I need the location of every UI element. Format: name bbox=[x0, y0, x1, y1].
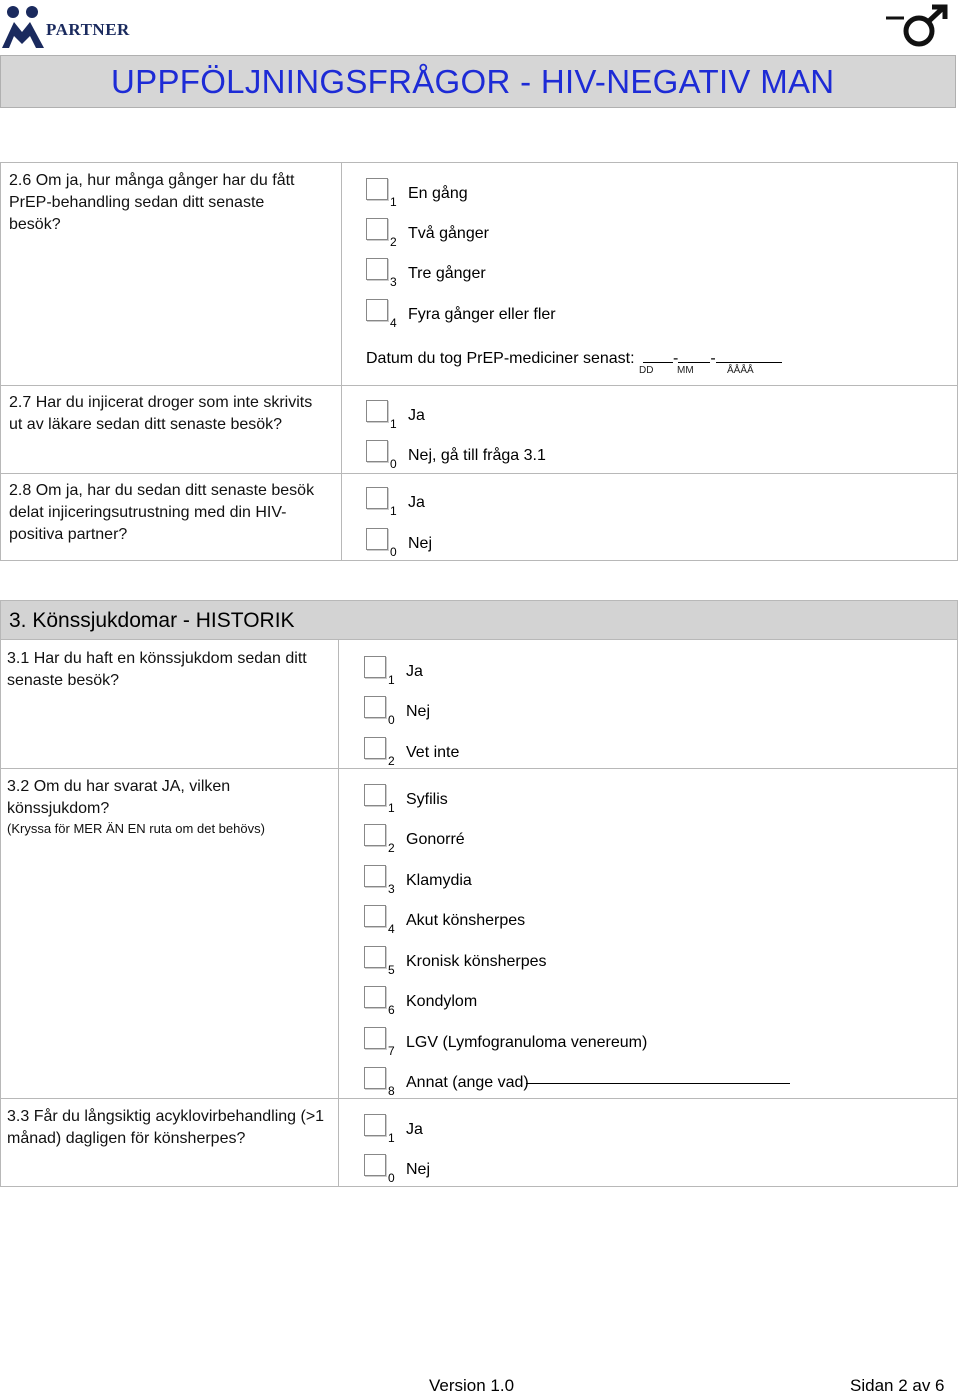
datum-label: Datum du tog PrEP-mediciner senast: bbox=[366, 350, 635, 367]
checkbox[interactable] bbox=[364, 696, 386, 718]
date-separator: - bbox=[673, 350, 679, 367]
footer-page-number: Sidan 2 av 6 bbox=[850, 1376, 945, 1395]
checkbox[interactable] bbox=[366, 487, 388, 509]
checkbox[interactable] bbox=[366, 440, 388, 462]
question-3-2-note: (Kryssa för MER ÄN EN ruta om det behövs) bbox=[7, 821, 265, 836]
annat-write-in-line[interactable] bbox=[526, 1083, 790, 1084]
date-separator: - bbox=[710, 350, 716, 367]
male-symbol-icon bbox=[884, 4, 950, 48]
checkbox[interactable] bbox=[364, 784, 386, 806]
question-3-2 bbox=[7, 776, 327, 838]
checkbox[interactable] bbox=[366, 258, 388, 280]
section-3-title: 3. Könssjukdomar - HISTORIK bbox=[9, 609, 295, 632]
section-3-header bbox=[0, 600, 958, 640]
checkbox[interactable] bbox=[364, 946, 386, 968]
footer-version: Version 1.0 bbox=[429, 1376, 515, 1395]
date-part-yyyy: ÅÅÅÅ bbox=[727, 365, 754, 376]
question-2-7: 2.7 Har du injicerat droger som inte skrivits ut av läkare sedan ditt senaste besök? bbox=[9, 394, 313, 433]
checkbox[interactable] bbox=[366, 178, 388, 200]
checkbox[interactable] bbox=[364, 1154, 386, 1176]
date-year-line[interactable] bbox=[716, 346, 782, 363]
checkbox[interactable] bbox=[364, 824, 386, 846]
question-2-6: 2.6 Om ja, hur många gånger har du fått PrEP-behandling sedan ditt senaste besök? bbox=[9, 172, 295, 233]
date-day-line[interactable] bbox=[643, 346, 673, 363]
question-2-8: 2.8 Om ja, har du sedan ditt senaste besök delat injiceringsutrustning med din HIV-positiva partner? bbox=[9, 482, 315, 543]
datum-field[interactable] bbox=[366, 346, 782, 368]
checkbox[interactable] bbox=[364, 986, 386, 1008]
checkbox[interactable] bbox=[364, 1114, 386, 1136]
checkbox[interactable] bbox=[366, 299, 388, 321]
date-part-dd: DD bbox=[639, 365, 654, 376]
page-title: UPPFÖLJNINGSFRÅGOR - HIV-NEGATIV MAN bbox=[111, 63, 835, 100]
question-3-3: 3.3 Får du långsiktig acyklovirbehandling (>1 månad) dagligen för könsherpes? bbox=[7, 1108, 325, 1147]
checkbox[interactable] bbox=[366, 218, 388, 240]
checkbox[interactable] bbox=[364, 1067, 386, 1089]
checkbox[interactable] bbox=[366, 400, 388, 422]
date-part-mm: MM bbox=[677, 365, 694, 376]
checkbox[interactable] bbox=[364, 656, 386, 678]
checkbox[interactable] bbox=[364, 1027, 386, 1049]
logo-text: PARTNER bbox=[46, 20, 130, 39]
page-title-bar bbox=[0, 55, 956, 108]
date-month-line[interactable] bbox=[678, 346, 710, 363]
partner-logo bbox=[0, 4, 170, 50]
checkbox[interactable] bbox=[364, 905, 386, 927]
question-3-1: 3.1 Har du haft en könssjukdom sedan ditt senaste besök? bbox=[7, 650, 307, 689]
checkbox[interactable] bbox=[366, 528, 388, 550]
checkbox[interactable] bbox=[364, 865, 386, 887]
checkbox[interactable] bbox=[364, 737, 386, 759]
partner-figures-icon bbox=[0, 4, 48, 50]
question-3-2-text: 3.2 Om du har svarat JA, vilken könssjukdom? bbox=[7, 778, 231, 817]
